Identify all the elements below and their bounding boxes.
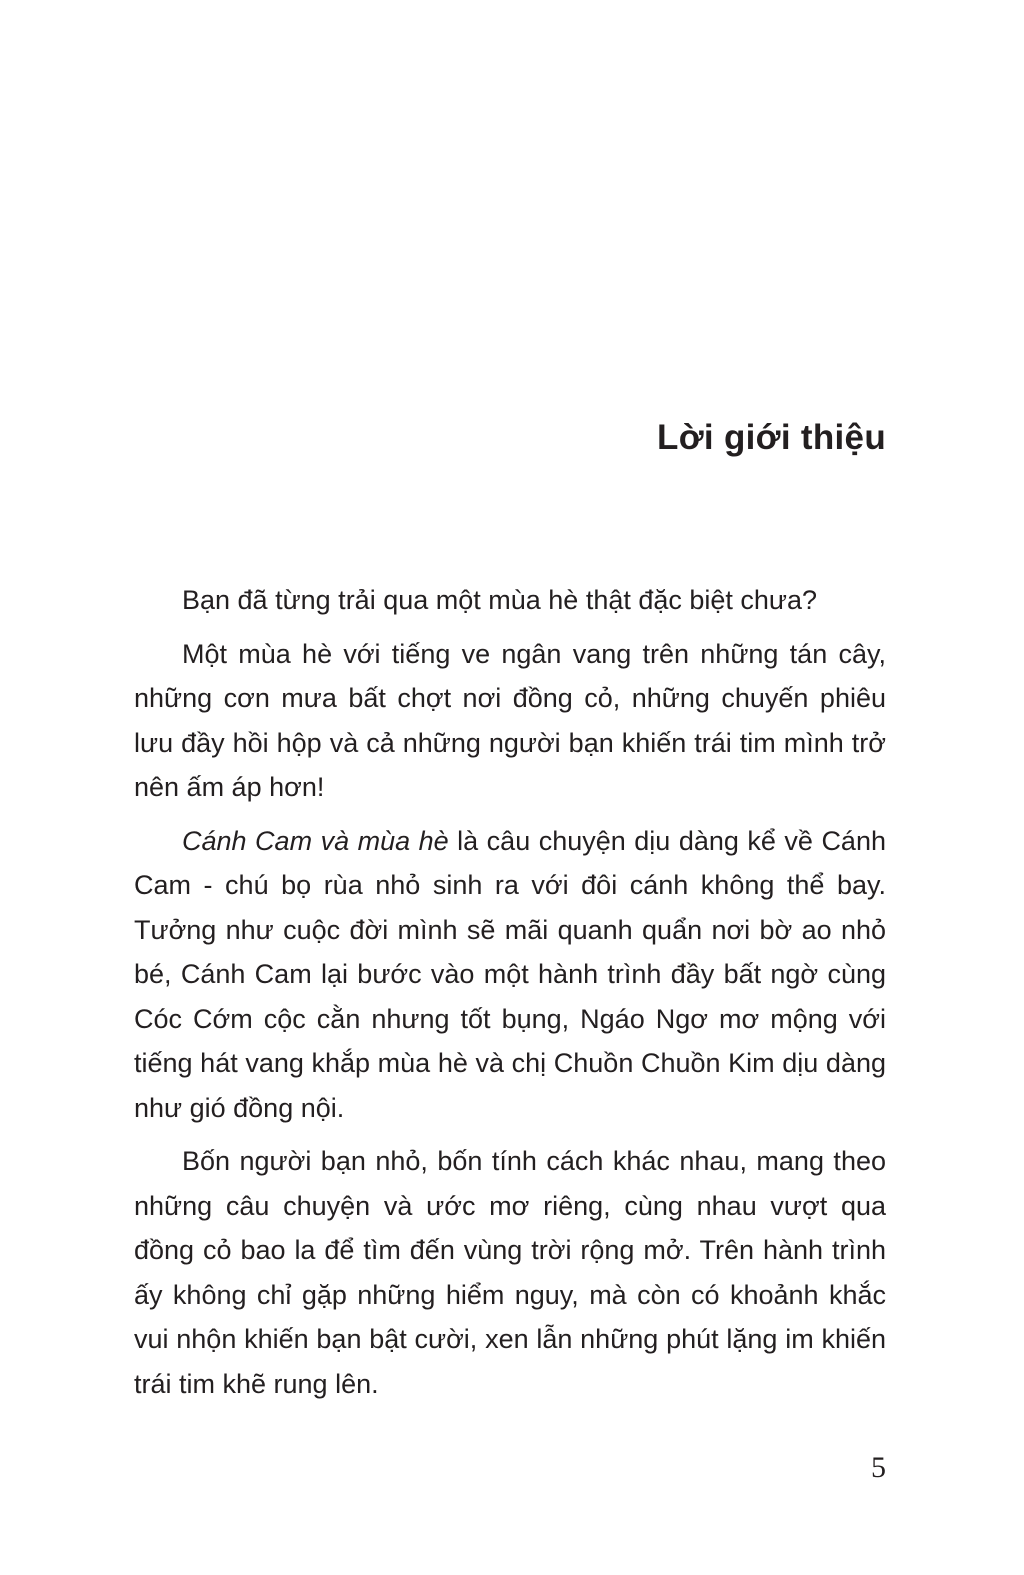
- body-text: [134, 578, 886, 1415]
- page-number: 5: [871, 1451, 886, 1484]
- paragraph-3: [134, 819, 886, 1131]
- paragraph-1: Bạn đã từng trải qua một mùa hè thật đặc biệt chưa?: [182, 585, 818, 615]
- paragraph-4: Bốn người bạn nhỏ, bốn tính cách khác nhau, mang theo những câu chuyện và ước mơ riêng, cùng nhau vượt qua đồng cỏ bao la để tìm đến vùng trời rộng mở. Trên hành trình ấy không chỉ gặp những hiểm nguy, mà còn có khoảnh khắc vui nhộn khiến bạn bật cười, xen lẫn những phút lặng im khiến trái tim khẽ rung lên.: [134, 1146, 886, 1399]
- paragraph-3-text: là câu chuyện dịu dàng kể về Cánh Cam - chú bọ rùa nhỏ sinh ra với đôi cánh không thể bay. Tưởng như cuộc đời mình sẽ mãi quanh quẩn nơi bờ ao nhỏ bé, Cánh Cam lại bước vào một hành trình đầy bất ngờ cùng Cóc Cớm cộc cằn nhưng tốt bụng, Ngáo Ngơ mơ mộng với tiếng hát vang khắp mùa hè và chị Chuồn Chuồn Kim dịu dàng như gió đồng nội.: [134, 825, 886, 1123]
- paragraph-2: Một mùa hè với tiếng ve ngân vang trên những tán cây, những cơn mưa bất chợt nơi đồng cỏ, những chuyến phiêu lưu đầy hồi hộp và cả những người bạn khiến trái tim mình trở nên ấm áp hơn!: [134, 638, 886, 802]
- book-title: Cánh Cam và mùa hè: [182, 825, 449, 856]
- chapter-heading: Lời giới thiệu: [657, 418, 886, 457]
